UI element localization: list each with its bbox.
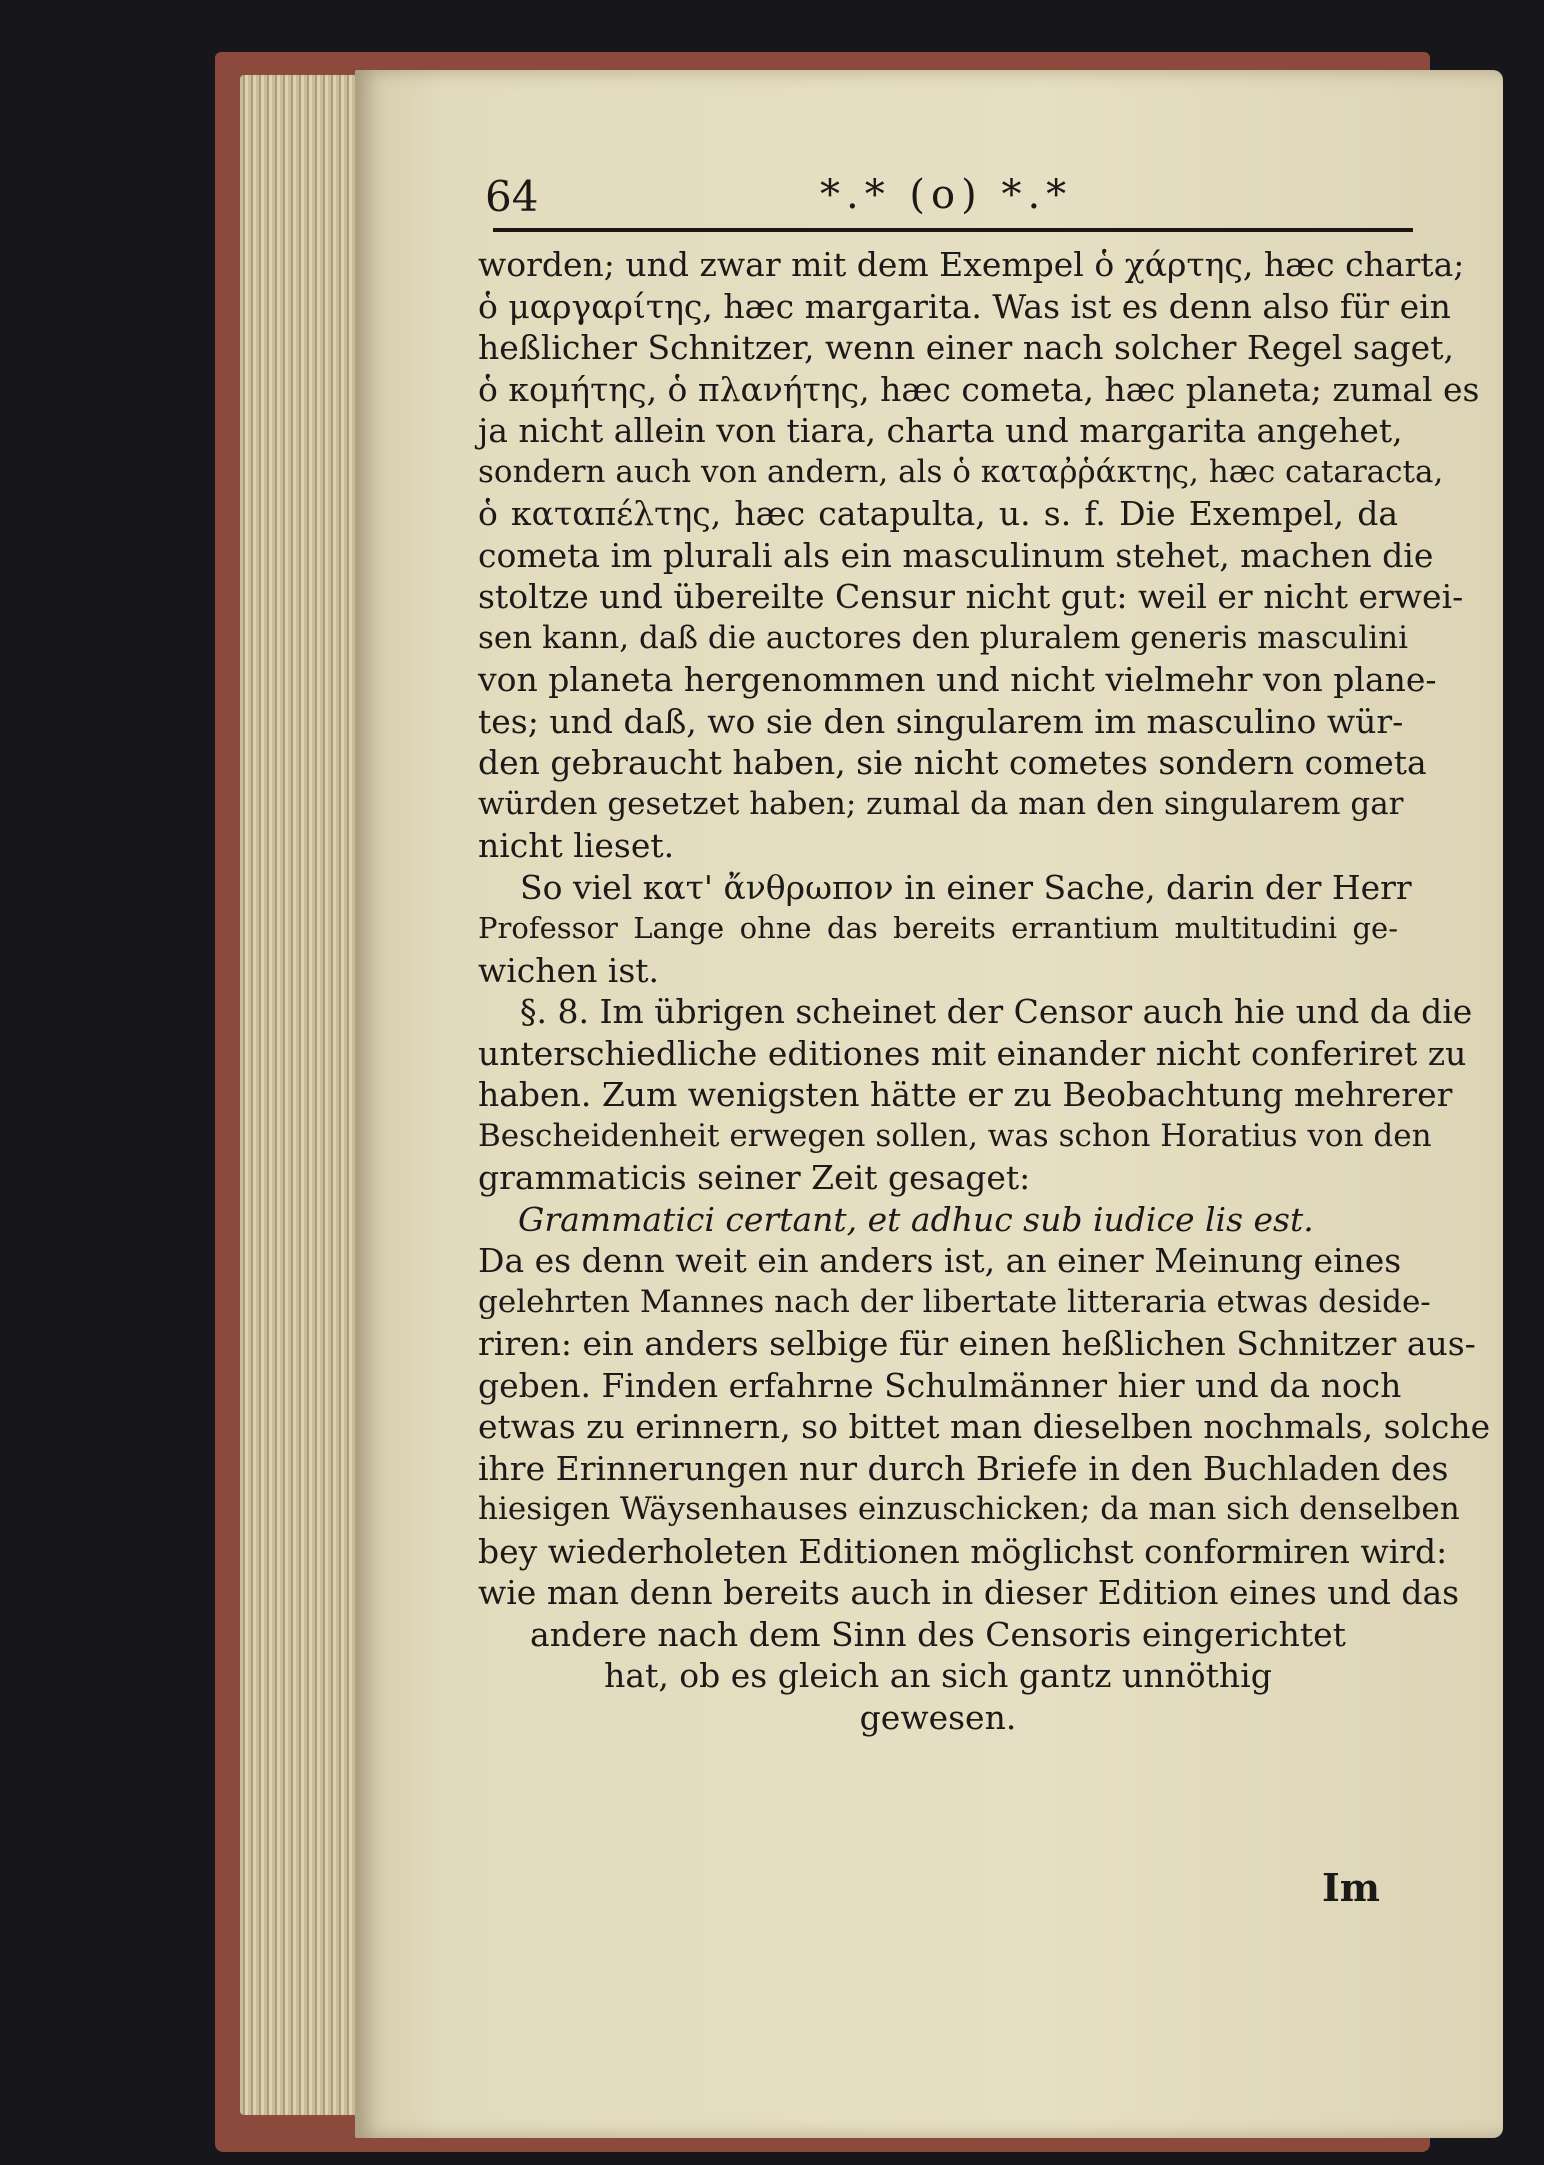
- text-line: bey wiederholeten Editionen möglichst conformiren wird:: [478, 1531, 1448, 1571]
- text-line: gelehrten Mannes nach der libertate litteraria etwas deside-: [478, 1283, 1431, 1320]
- text-line: worden; und zwar mit dem Exempel ὁ χάρτης, hæc charta;: [478, 245, 1465, 284]
- text-line: unterschiedliche editiones mit einander nicht conferiret zu: [478, 1033, 1467, 1073]
- text-line: wichen ist.: [478, 950, 660, 990]
- text-line: andere nach dem Sinn des Censoris eingerichtet: [530, 1614, 1346, 1654]
- text-line: ὁ κομήτης, ὁ πλανήτης, hæc cometa, hæc planeta; zumal es: [478, 369, 1480, 409]
- text-line: sondern auch von andern, als ὁ καταῤῥάκτης, hæc cataracta,: [478, 453, 1444, 490]
- text-line: geben. Finden erfahrne Schulmänner hier und da noch: [478, 1365, 1402, 1405]
- text-line: von planeta hergenommen und nicht vielmehr von plane-: [478, 660, 1437, 699]
- text-line: gewesen.: [859, 1697, 1017, 1737]
- text-line: den gebraucht haben, sie nicht cometes sondern cometa: [478, 743, 1427, 782]
- text-line: Bescheidenheit erwegen sollen, was schon Horatius von den: [478, 1117, 1432, 1154]
- text-line: ja nicht allein von tiara, charta und margarita angehet,: [478, 411, 1403, 450]
- text-line: ihre Erinnerungen nur durch Briefe in den Buchladen des: [478, 1448, 1449, 1488]
- text-line: hat, ob es gleich an sich gantz unnöthig: [604, 1656, 1272, 1695]
- text-line: Professor Lange ohne das bereits errantium multitudini ge-: [478, 911, 1398, 945]
- text-line: sen kann, daß die auctores den pluralem generis masculini: [478, 619, 1409, 656]
- text-line: wie man denn bereits auch in dieser Edition eines und das: [478, 1573, 1460, 1612]
- text-line: stoltze und übereilte Censur nicht gut: weil er nicht erwei-: [478, 577, 1464, 616]
- text-line: ὁ καταπέλτης, hæc catapulta, u. s. f. Die Exempel, da: [478, 494, 1398, 533]
- text-line: So viel κατ' ἄνθρωπον in einer Sache, darin der Herr: [520, 867, 1412, 907]
- page-text: [478, 244, 1491, 1738]
- page-number: 64: [485, 172, 539, 221]
- text-line: nicht lieset.: [478, 826, 675, 865]
- header-ornament: *.* (o) *.*: [820, 172, 1073, 218]
- catchword: Im: [1322, 1865, 1380, 1910]
- text-line: heßlicher Schnitzer, wenn einer nach solcher Regel saget,: [478, 328, 1454, 367]
- text-line: würden gesetzet haben; zumal da man den singularem gar: [478, 785, 1404, 822]
- text-line: ὁ μαργαρίτης, hæc margarita. Was ist es denn also für ein: [478, 286, 1451, 326]
- section-heading-line: §. 8. Im übrigen scheinet der Censor auch hie und da die: [520, 992, 1473, 1031]
- text-line: etwas zu erinnern, so bittet man dieselben nochmals, solche: [478, 1407, 1491, 1446]
- header-rule: [493, 228, 1413, 232]
- text-line: Da es denn weit ein anders ist, an einer Meinung eines: [478, 1241, 1402, 1280]
- text-line: grammaticis seiner Zeit gesaget:: [478, 1158, 1031, 1197]
- text-line: cometa im plurali als ein masculinum stehet, machen die: [478, 535, 1434, 575]
- quote-line: Grammatici certant, et adhuc sub iudice lis est.: [518, 1199, 1314, 1239]
- text-line: riren: ein anders selbige für einen heßlichen Schnitzer aus-: [478, 1324, 1476, 1363]
- text-line: tes; und daß, wo sie den singularem im masculino wür-: [478, 701, 1404, 741]
- text-line: hiesigen Wäysenhauses einzuschicken; da man sich denselben: [478, 1491, 1460, 1527]
- text-line: haben. Zum wenigsten hätte er zu Beobachtung mehrerer: [478, 1075, 1453, 1114]
